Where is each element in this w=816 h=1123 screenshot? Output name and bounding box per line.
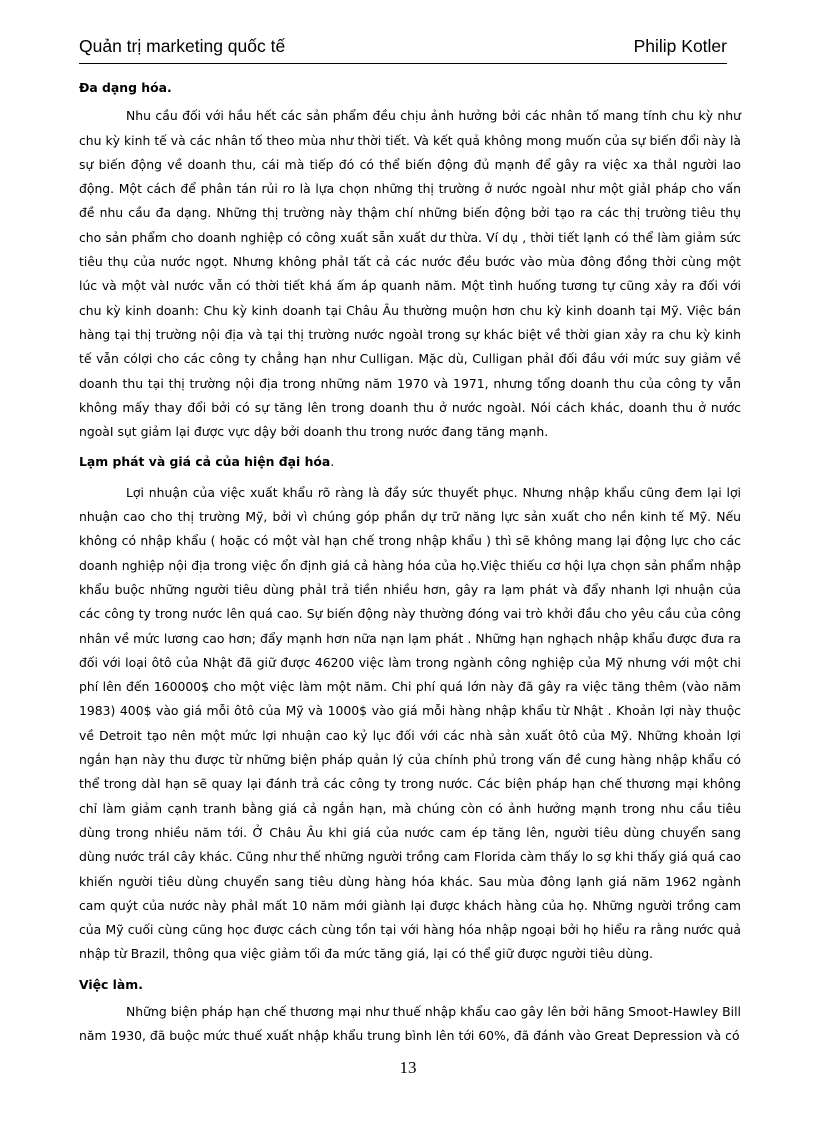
- section-heading-inflation: [79, 450, 741, 474]
- page-body: [79, 76, 741, 1049]
- header-rule: [79, 63, 727, 64]
- section-heading-employment: Việc làm.: [79, 976, 143, 992]
- section-paragraph-inflation: Lợi nhuận của việc xuất khẩu rõ ràng là đầy sức thuyết phục. Nhưng nhập khẩu cũng đem lại lợi nhuận cao cho thị trường Mỹ, bởi vì chúng góp phần dự trữ năng lực sản xuất cho nền kinh tế Mỹ. Nếu không có nhập khẩu ( hoặc có một vàI hạn chế trong nhập khẩu ) thì sẽ không mang lại động lực cho các doanh nghiệp nội địa trong việc ổn định giá cả hàng hóa của họ.Việc thiếu cơ hội lựa chọn sản phẩm nhập khẩu buộc những người tiêu dùng phảI trả tiền nhiều hơn, gây ra lạm phát và đẩy nhanh lợi nhuận của các công ty trong nước lên quá cao. Sự biến động này thường đóng vai trò khởi đầu cho yêu cầu của công nhân về mức lương cao hơn; đẩy mạnh hơn nữa nạn lạm phát . Những hạn nghạch nhập khẩu được đưa ra đối với loại ôtô của Nhật đã giữ được 46200 việc làm trong ngành công nghiệp của Mỹ nhưng với một chi phí lên đến 160000$ cho một việc làm một năm. Chi phí quá lớn này đã gây ra việc tăng thêm (vào năm 1983) 400$ vào giá mỗi ôtô của Mỹ và 1000$ vào giá mỗi hàng nhập khẩu từ Nhật . Khoản lợi này thuộc về Detroit tạo nên một mức lợi nhuận cao kỷ lục đối với các nhà sản xuất ôtô của Mỹ. Những khoản lợi ngắn hạn này thu được từ những biện pháp quản lý của chính phủ trong vấn đề cung hàng nhập khẩu có thể trong dàI hạn sẽ quay lại đánh trả các công ty trong nước. Các biện pháp hạn chế thương mại không chỉ làm giảm cạnh tranh bằng giá cả ngắn hạn, mà chúng còn có ảnh hưởng mạnh trong nhu cầu tiêu dùng trong nhiều năm tới. Ở Châu Âu khi giá của nước cam ép tăng lên, người tiêu dùng chuyển sang dùng nước tráI cây khác. Cũng như thế những người trồng cam Florida càm thấy lo sợ khi thấy giá quá cao khiến người tiêu dùng chuyển sang tiêu dùng hàng hóa khác. Sau mùa đông lạnh giá năm 1962 ngành cam quýt của nước này phảI mất 10 năm mới giành lại được khách hàng của họ. Những người trồng cam của Mỹ cuối cùng cũng học được cách cùng tồn tại với hàng hóa nhập ngoại bởi họ hiểu ra rằng nước quả nhập từ Brazil, thông qua việc giảm tối đa mức tăng giá, lại có thể giữ được người tiêu dùng.: [79, 484, 741, 962]
- section-heading-inflation-period: .: [330, 454, 335, 470]
- running-header: [79, 36, 727, 66]
- header-author: Philip Kotler: [633, 36, 727, 56]
- section-heading-diversification: Đa dạng hóa.: [79, 80, 172, 95]
- section-paragraph-employment: Những biện pháp hạn chế thương mại như thuế nhập khẩu cao gây lên bởi hãng Smoot-Hawley Bill năm 1930, đã buộc mức thuế xuất nhập khẩu trung bình lên tới 60%, đã đánh vào Great Depression và có: [79, 1003, 741, 1044]
- section-heading-inflation-text: Lạm phát và giá cả của hiện đại hóa: [79, 454, 331, 470]
- section-paragraph-diversification: Nhu cầu đối với hầu hết các sản phẩm đều chịu ảnh hưởng bởi các nhân tố mang tính chu kỳ như chu kỳ kinh tế và các nhân tố theo mùa như thời tiết. Và kết quả không mong muốn của sự biến đổi này là sự biến động về doanh thu, cái mà tiếp đó có thể biến động đủ mạnh để gây ra việc xa thảI người lao động. Một cách để phân tán rủi ro là lựa chọn những thị trường ở nước ngoàI như một giảI pháp cho vấn đề nhu cầu đa dạng. Những thị trường này thậm chí những biến động bởi tạo ra các thị trường tiêu thụ cho sản phẩm cho doanh nghiệp có công xuất sẵn xuất dư thừa. Ví dụ , thời tiết lạnh có thể làm giảm sức tiêu thụ của nước ngọt. Nhưng không phảI tất cả các nước đều bước vào mùa đông đồng thời cùng một lúc và một vàI nước vẫn có thời tiết khá ấm áp quanh năm. Một tình huống tương tự cũng xảy ra đối với chu kỳ kinh doanh: Chu kỳ kinh doanh tại Châu Âu thường muộn hơn chu kỳ kinh doanh tại Mỹ. Việc bán hàng tại thị trường nội địa và tại thị trường nước ngoàI trong sự khác biệt về thời gian xảy ra chu kỳ kinh tế vẫn cólợi cho các công ty chẳng hạn như Culligan. Mặc dù, Culligan phảI đối đầu với mức suy giảm về doanh thu tại thị trường nội địa trong những năm 1970 và 1971, nhưng tổng doanh thu của công ty vẫn không mấy thay đổi bởi có sự tăng lên trong doanh thu ở nước ngoàI. Nói cách khác, doanh thu ở nước ngoàI sụt giảm lại được vực dậy bởi doanh thu trong nước đang tăng mạnh.: [79, 108, 741, 440]
- page-number: 13: [399, 1058, 417, 1077]
- header-book-title: Quản trị marketing quốc tế: [79, 36, 286, 56]
